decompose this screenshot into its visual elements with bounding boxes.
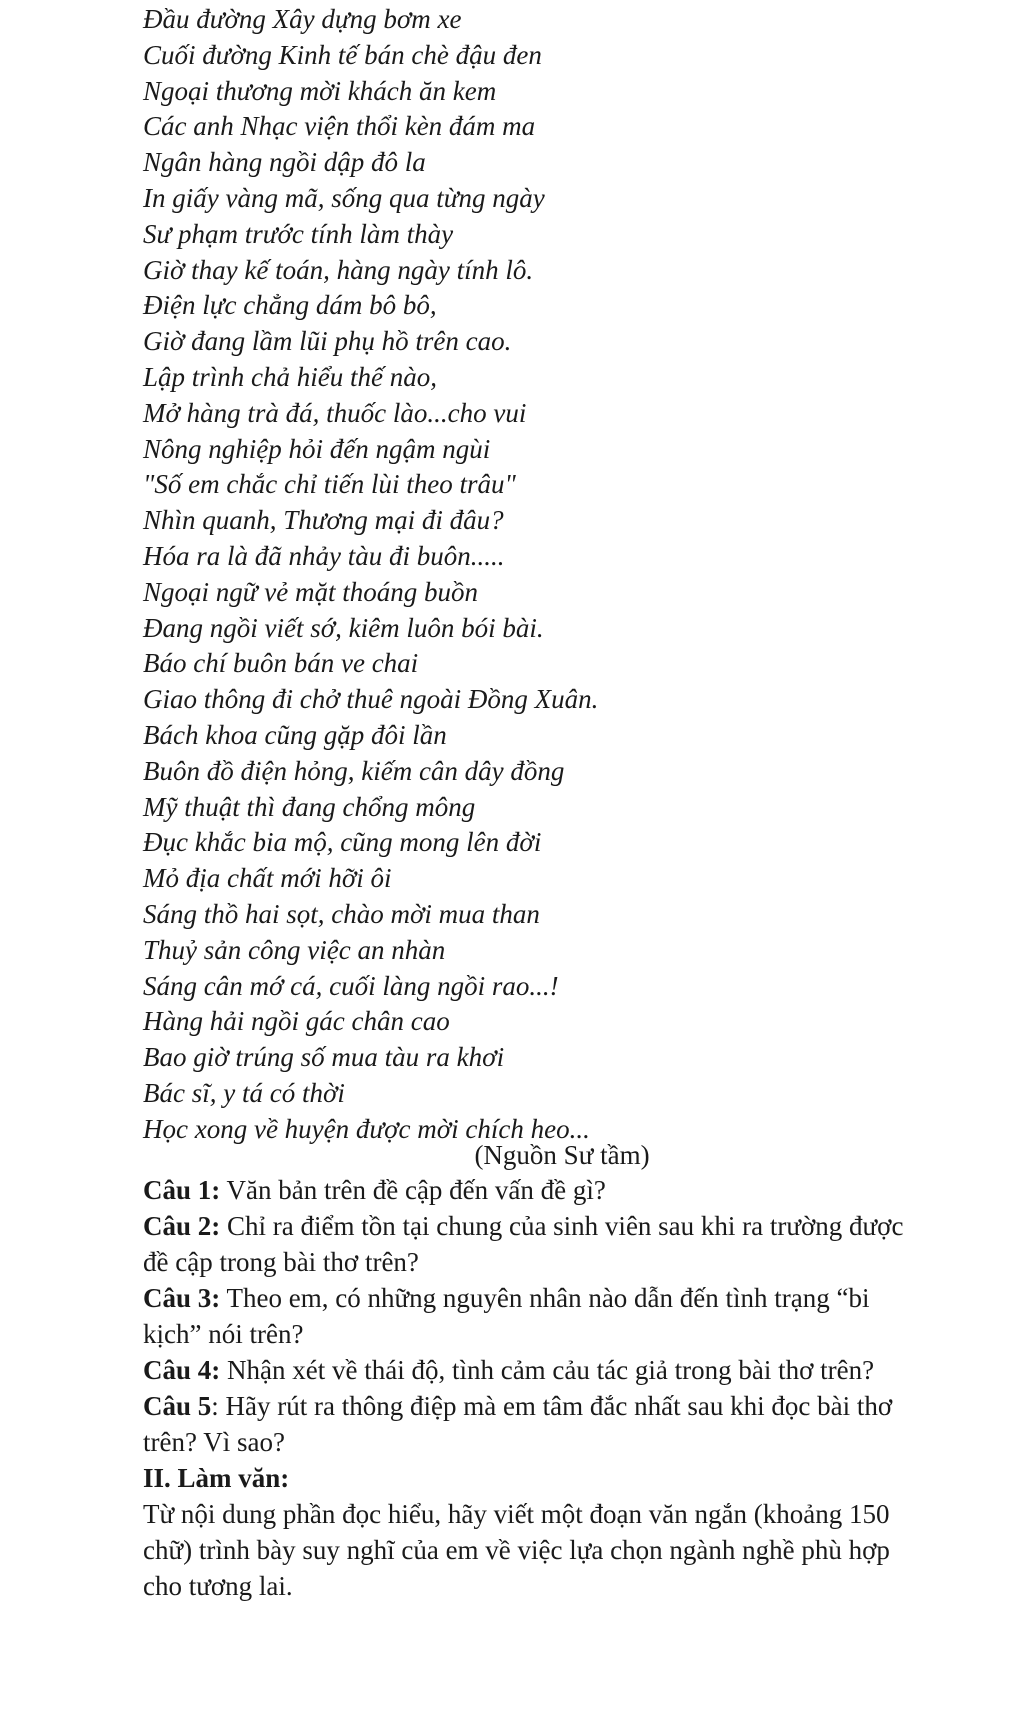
poem-line: Giờ đang lầm lũi phụ hồ trên cao. — [143, 326, 512, 357]
poem-line: "Số em chắc chỉ tiến lùi theo trâu" — [143, 469, 516, 500]
poem-line: Nông nghiệp hỏi đến ngậm ngùi — [143, 433, 491, 464]
question-text: : Hãy rút ra thông điệp mà em tâm đắc nhất sau khi đọc bài thơ trên? Vì sao? — [143, 1391, 893, 1457]
question-label: Câu 5 — [143, 1391, 212, 1421]
question-text: Theo em, có những nguyên nhân nào dẫn đến tình trạng “bi kịch” nói trên? — [143, 1283, 870, 1349]
poem-line: Giờ thay kế toán, hàng ngày tính lô. — [143, 254, 534, 285]
poem-line: Học xong về huyện được mời chích heo... — [143, 1113, 590, 1144]
poem-line: Mở hàng trà đá, thuốc lào...cho vui — [143, 397, 527, 428]
poem-line: Mỏ địa chất mới hỡi ôi — [143, 863, 392, 894]
questions-section — [143, 1172, 913, 1604]
poem-line: Bách khoa cũng gặp đôi lần — [143, 719, 447, 750]
question-label: Câu 2: — [143, 1211, 221, 1241]
poem-line: In giấy vàng mã, sống qua từng ngày — [143, 182, 545, 213]
poem-line: Sáng cân mớ cá, cuối làng ngồi rao...! — [143, 970, 559, 1001]
poem-line: Đục khắc bia mộ, cũng mong lên đời — [143, 827, 542, 858]
poem-line: Giao thông đi chở thuê ngoài Đồng Xuân. — [143, 684, 599, 715]
poem-line: Đầu đường Xây dựng bơm xe — [143, 4, 462, 34]
poem-line: Buôn đồ điện hỏng, kiếm cân dây đồng — [143, 755, 565, 786]
poem — [143, 2, 1003, 1148]
poem-line: Cuối đường Kinh tế bán chè đậu đen — [143, 39, 542, 70]
question-text: Văn bản trên đề cập đến vấn đề gì? — [220, 1175, 606, 1205]
poem-line: Ngoại thương mời khách ăn kem — [143, 75, 497, 106]
question-1 — [143, 1172, 913, 1208]
poem-line: Hàng hải ngồi gác chân cao — [143, 1006, 450, 1037]
poem-line: Sư phạm trước tính làm thày — [143, 218, 454, 249]
poem-line: Ngoại ngữ vẻ mặt thoáng buồn — [143, 576, 478, 607]
poem-line: Mỹ thuật thì đang chổng mông — [143, 791, 476, 822]
poem-line: Ngân hàng ngồi dập đô la — [143, 147, 426, 178]
poem-line: Đang ngồi viết sớ, kiêm luôn bói bài. — [143, 612, 544, 643]
question-3 — [143, 1280, 913, 1352]
poem-line: Lập trình chả hiểu thế nào, — [143, 361, 437, 392]
question-5 — [143, 1388, 913, 1460]
poem-line: Thuỷ sản công việc an nhàn — [143, 934, 446, 965]
poem-line: Bác sĩ, y tá có thời — [143, 1077, 345, 1108]
poem-line: Sáng thồ hai sọt, chào mời mua than — [143, 898, 540, 929]
question-2 — [143, 1208, 913, 1280]
question-text: Chỉ ra điểm tồn tại chung của sinh viên sau khi ra trường được đề cập trong bài thơ trên? — [143, 1211, 904, 1277]
question-label: Câu 3: — [143, 1283, 221, 1313]
essay-prompt: Từ nội dung phần đọc hiểu, hãy viết một đoạn văn ngắn (khoảng 150 chữ) trình bày suy nghĩ của em về việc lựa chọn ngành nghề phù hợp cho tương lai. — [143, 1499, 890, 1601]
question-label: Câu 4: — [143, 1355, 221, 1385]
poem-line: Báo chí buôn bán ve chai — [143, 648, 419, 679]
poem-line: Bao giờ trúng số mua tàu ra khơi — [143, 1042, 505, 1073]
poem-line: Các anh Nhạc viện thổi kèn đám ma — [143, 111, 536, 142]
question-label: Câu 1: — [143, 1175, 221, 1205]
poem-line: Nhìn quanh, Thương mại đi đâu? — [143, 505, 504, 536]
section-title: II. Làm văn: — [143, 1463, 290, 1493]
poem-line: Hóa ra là đã nhảy tàu đi buôn..... — [143, 540, 505, 571]
poem-source: (Nguồn Sư tầm) — [474, 1140, 650, 1170]
question-4 — [143, 1352, 913, 1388]
poem-line: Điện lực chẳng dám bô bô, — [143, 290, 437, 321]
question-text: Nhận xét về thái độ, tình cảm cảu tác giả trong bài thơ trên? — [220, 1355, 875, 1385]
